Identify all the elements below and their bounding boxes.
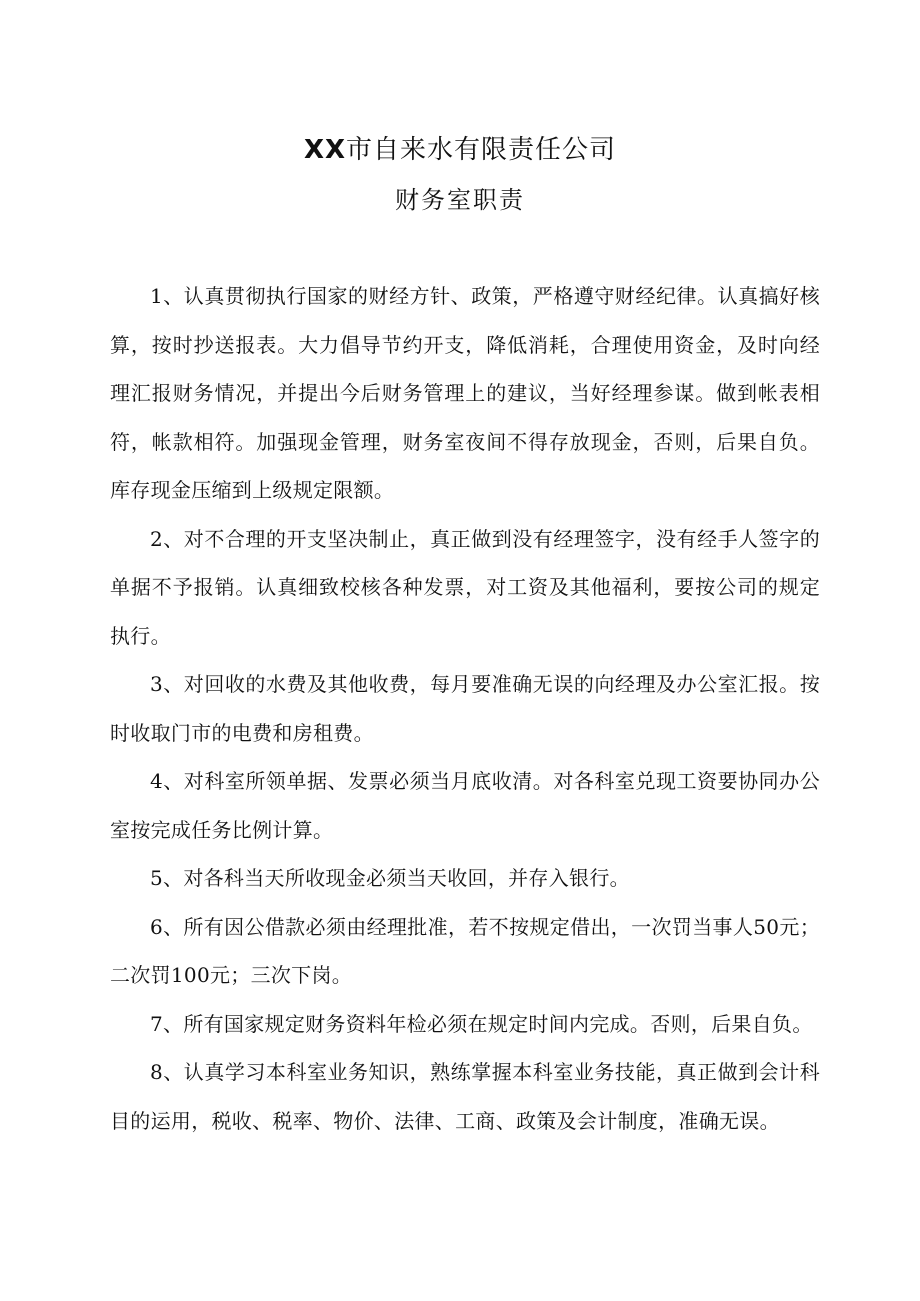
paragraph-4: 4、对科室所领单据、发票必须当月底收清。对各科室兑现工资要协同办公室按完成任务比例计算。 [110, 769, 820, 842]
document-title: 财务室职责 [395, 186, 525, 214]
document-body [110, 272, 820, 1145]
paragraph-8: 8、认真学习本科室业务知识，熟练掌握本科室业务技能，真正做到会计科目的运用，税收、税率、物价、法律、工商、政策及会计制度，准确无误。 [110, 1060, 820, 1133]
company-title [0, 132, 920, 168]
company-prefix: XX [303, 135, 347, 165]
paragraph-1: 1、认真贯彻执行国家的财经方针、政策，严格遵守财经纪律。认真搞好核算，按时抄送报表。大力倡导节约开支，降低消耗，合理使用资金，及时向经理汇报财务情况，并提出今后财务管理上的建议，当好经理参谋。做到帐表相符，帐款相符。加强现金管理，财务室夜间不得存放现金，否则，后果自负。库存现金压缩到上级规定限额。 [110, 284, 820, 502]
paragraph-7: 7、所有国家规定财务资料年检必须在规定时间内完成。否则，后果自负。 [150, 1011, 813, 1036]
paragraph-3: 3、对回收的水费及其他收费，每月要准确无误的向经理及办公室汇报。按时收取门市的电费和房租费。 [110, 672, 820, 745]
company-name: 市自来水有限责任公司 [346, 135, 617, 165]
paragraph-6: 6、所有因公借款必须由经理批准，若不按规定借出，一次罚当事人50元；二次罚100元；三次下岗。 [110, 914, 820, 987]
paragraph-2: 2、对不合理的开支坚决制止，真正做到没有经理签字，没有经手人签字的单据不予报销。认真细致校核各种发票，对工资及其他福利，要按公司的规定执行。 [110, 526, 820, 648]
paragraph-5: 5、对各科当天所收现金必须当天收回，并存入银行。 [150, 866, 630, 890]
